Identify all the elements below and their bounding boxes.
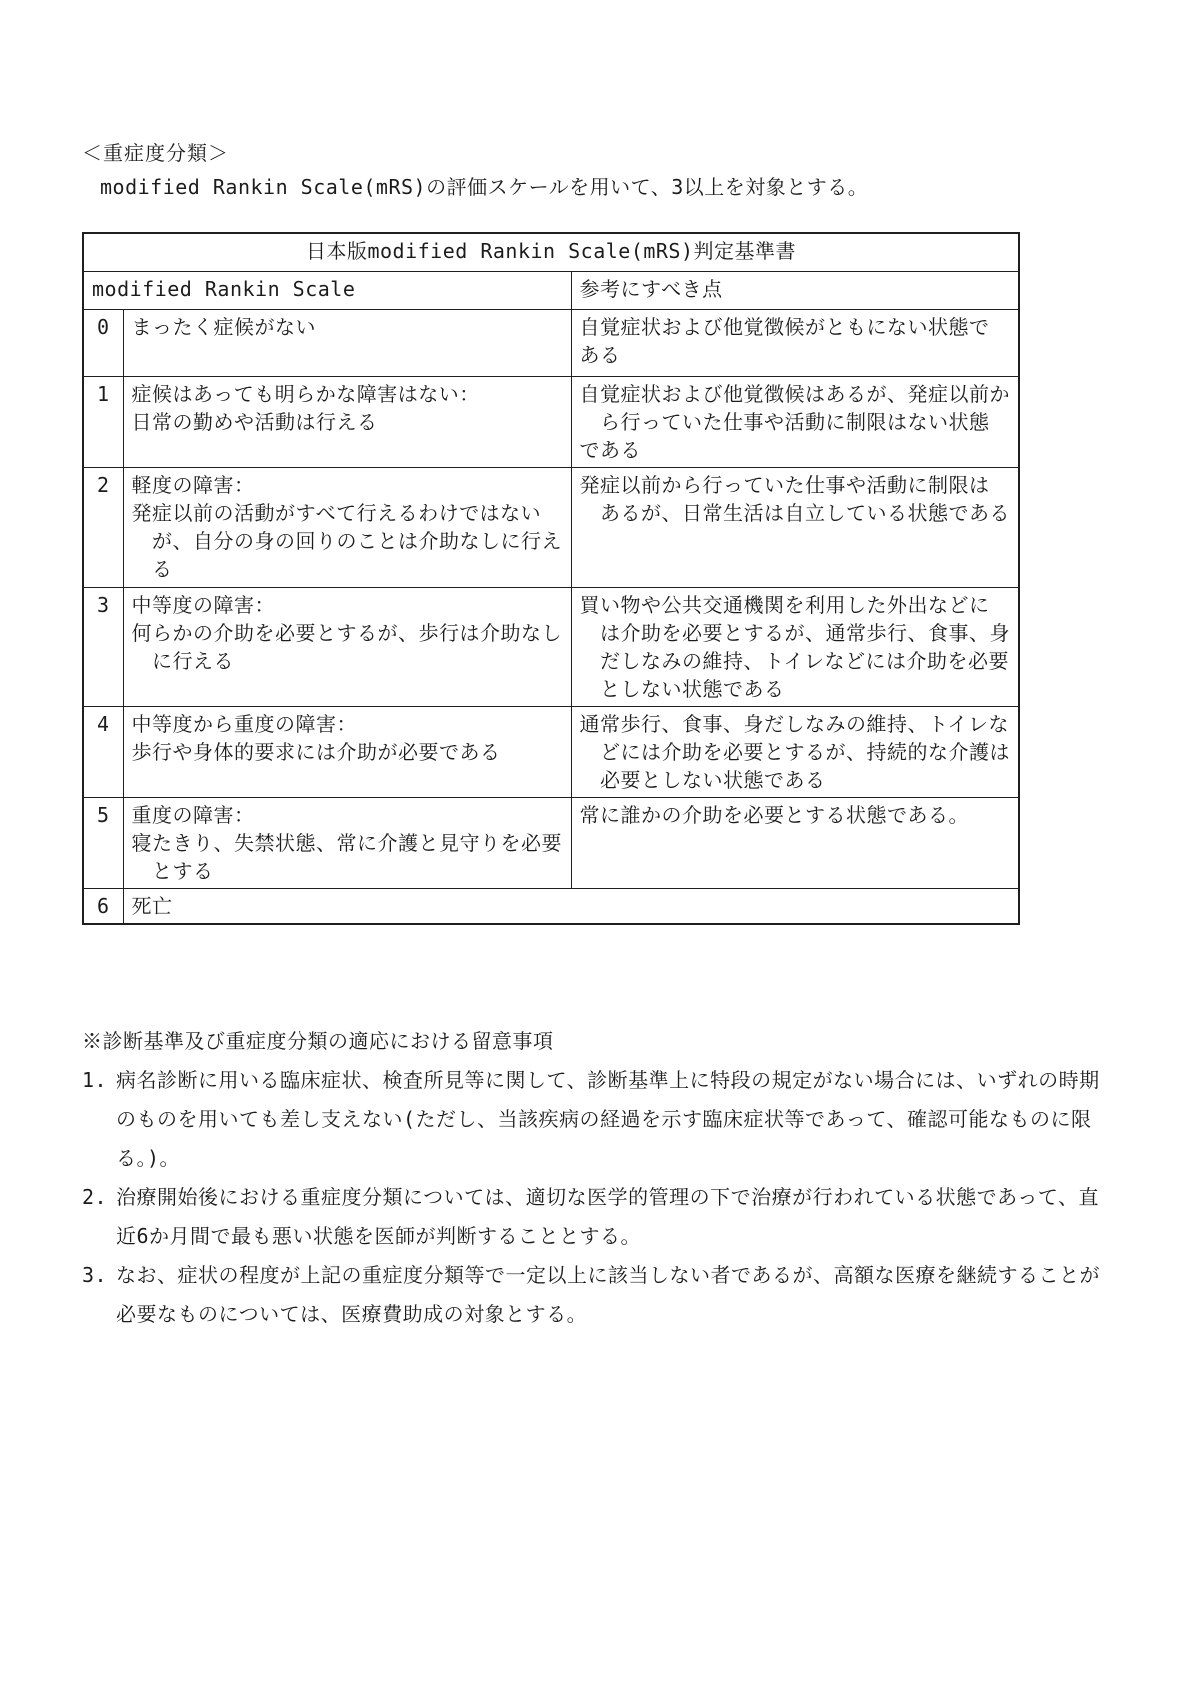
reference-line: 発症以前から行っていた仕事や活動に制限は (579, 472, 990, 497)
table-title: 日本版modified Rankin Scale(mRS)判定基準書 (83, 233, 1019, 271)
reference-line: としない状態である (579, 676, 785, 701)
table-row-grade-0 (83, 309, 1019, 376)
description-line: 寝たきり、失禁状態、常に介護と見守りを必要 (131, 830, 562, 855)
reference-line: あるが、日常生活は自立している状態である (579, 500, 1010, 525)
note-text: 治療開始後における重症度分類については、適切な医学的管理の下で治療が行われている状態であって、直近6か月間で最も悪い状態を医師が判断することとする。 (116, 1185, 1099, 1248)
description-line: 中等度の障害： (131, 592, 275, 617)
reference-line: は介助を必要とするが、通常歩行、食事、身 (579, 620, 1010, 645)
table-row-grade-2 (83, 467, 1019, 587)
note-number: 2. (82, 1185, 108, 1209)
description-line: 日常の勤めや活動は行える (131, 409, 378, 434)
column-header-reference: 参考にすべき点 (571, 271, 1019, 309)
grade-cell: 3 (83, 587, 123, 706)
description-cell (123, 797, 571, 888)
note-item-2 (82, 1178, 1114, 1256)
reference-cell (571, 797, 1019, 888)
reference-line: 自覚症状および他覚徴候がともにない状態で (579, 314, 990, 339)
reference-cell (571, 467, 1019, 587)
description-line: 発症以前の活動がすべて行えるわけではない (131, 500, 542, 525)
table-title-row (83, 233, 1019, 271)
notes-heading: ※診断基準及び重症度分類の適応における留意事項 (82, 1029, 554, 1053)
description-line: 歩行や身体的要求には介助が必要である (131, 739, 501, 764)
note-item-1 (82, 1061, 1114, 1178)
description-line: とする (131, 858, 214, 883)
mrs-criteria-table (82, 232, 1020, 925)
section-heading: ＜重症度分類＞ (82, 141, 229, 165)
table-row-grade-1 (83, 376, 1019, 467)
reference-line: 通常歩行、食事、身だしなみの維持、トイレな (579, 711, 1009, 736)
note-item-3 (82, 1256, 1114, 1334)
table-header-row (83, 271, 1019, 309)
description-line: 症候はあっても明らかな障害はない： (131, 381, 480, 406)
reference-line: ら行っていた仕事や活動に制限はない状態 (579, 409, 990, 434)
reference-line: ある (579, 342, 621, 367)
grade-cell: 2 (83, 467, 123, 587)
grade-cell: 0 (83, 309, 123, 376)
description-cell (123, 376, 571, 467)
description-line: 中等度から重度の障害： (131, 711, 357, 736)
description-cell (123, 467, 571, 587)
table-row-grade-4 (83, 706, 1019, 797)
reference-cell (571, 376, 1019, 467)
description-cell (123, 888, 1019, 924)
description-line: 何らかの介助を必要とするが、歩行は介助なし (131, 620, 562, 645)
table-row-grade-5 (83, 797, 1019, 888)
note-number: 3. (82, 1263, 108, 1287)
reference-line: だしなみの維持、トイレなどには介助を必要 (579, 648, 1009, 673)
reference-line: 自覚症状および他覚徴候はあるが、発症以前か (579, 381, 1010, 406)
description-line: る (131, 556, 173, 581)
description-cell (123, 587, 571, 706)
description-line: 死亡 (131, 893, 173, 918)
description-cell (123, 706, 571, 797)
reference-line: どには介助を必要とするが、持続的な介護は (579, 739, 1010, 764)
reference-line: 買い物や公共交通機関を利用した外出などに (579, 592, 990, 617)
description-line: 重度の障害： (131, 802, 255, 827)
description-cell (123, 309, 571, 376)
reference-line: 必要としない状態である (579, 767, 826, 792)
reference-line: である (579, 437, 641, 462)
description-line: まったく症候がない (131, 314, 316, 339)
description-line: に行える (131, 648, 234, 673)
reference-cell (571, 587, 1019, 706)
note-text: 病名診断に用いる臨床症状、検査所見等に関して、診断基準上に特段の規定がない場合には、いずれの時期のものを用いても差し支えない(ただし、当該疾病の経過を示す臨床症状等であって、確認可能なものに限る。)。 (116, 1068, 1100, 1170)
reference-cell (571, 309, 1019, 376)
note-number: 1. (82, 1068, 108, 1092)
column-header-mrs: modified Rankin Scale (83, 271, 571, 309)
note-text: なお、症状の程度が上記の重症度分類等で一定以上に該当しない者であるが、高額な医療を継続することが必要なものについては、医療費助成の対象とする。 (116, 1263, 1100, 1326)
notes-section (82, 1022, 1114, 1334)
table-row-grade-3 (83, 587, 1019, 706)
description-line: が、自分の身の回りのことは介助なしに行え (131, 528, 562, 553)
description-line: 軽度の障害： (131, 472, 255, 497)
grade-cell: 5 (83, 797, 123, 888)
table-row-grade-6 (83, 888, 1019, 924)
grade-cell: 1 (83, 376, 123, 467)
reference-cell (571, 706, 1019, 797)
intro-text: modified Rankin Scale(mRS)の評価スケールを用いて、3以上を対象とする。 (100, 175, 869, 199)
grade-cell: 6 (83, 888, 123, 924)
reference-line: 常に誰かの介助を必要とする状態である。 (579, 802, 969, 827)
grade-cell: 4 (83, 706, 123, 797)
